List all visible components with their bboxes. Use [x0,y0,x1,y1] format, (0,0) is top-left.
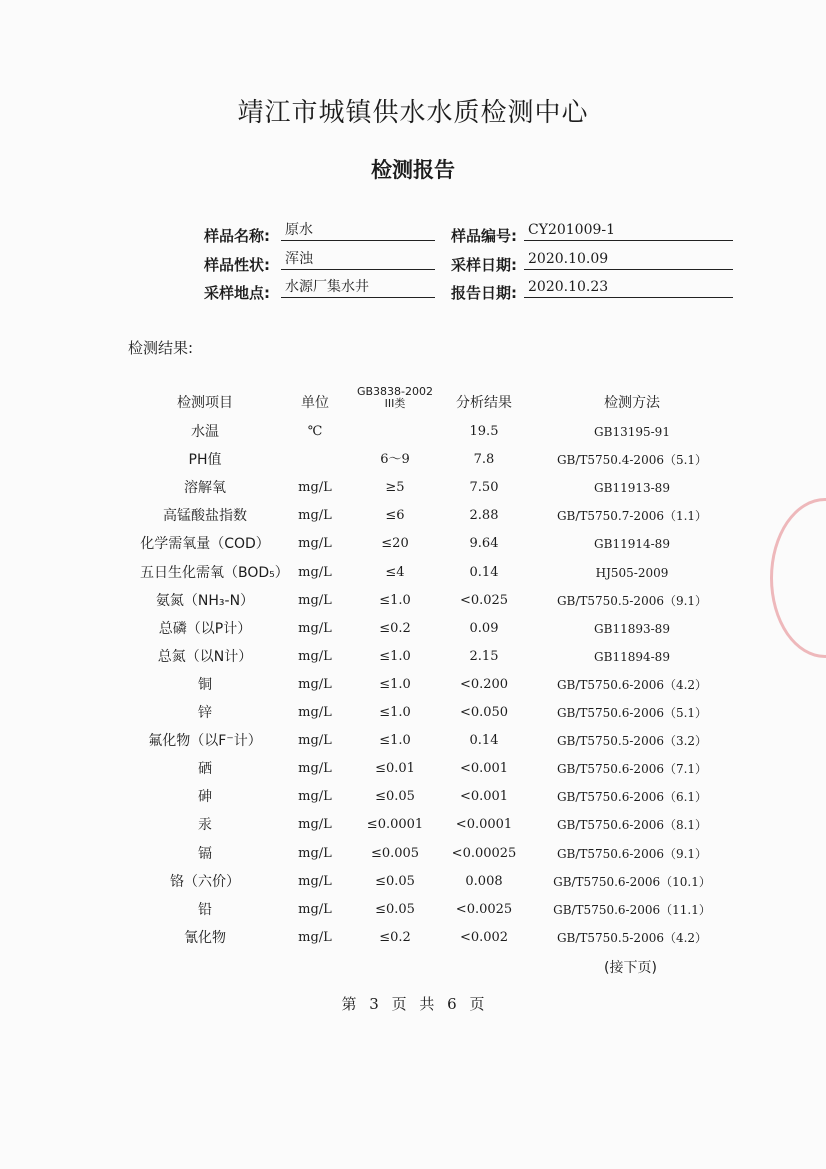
row-unit: mg/L [298,480,332,496]
row-standard: ≤0.0001 [366,817,424,833]
row-standard: ≤6 [385,508,405,524]
table-row [0,643,826,671]
row-standard: ≤0.05 [375,901,415,917]
row-result: <0.00025 [451,845,517,861]
table-row [0,924,826,952]
row-result: <0.0001 [455,817,513,833]
table-row [0,783,826,811]
sample-state-label: 样品性状: [204,256,270,274]
row-standard: 6～9 [380,452,410,468]
report-date-label: 报告日期: [451,284,517,302]
row-standard: ≤0.05 [375,789,415,805]
row-method: GB/T5750.6-2006（6.1） [556,790,708,805]
row-method: GB/T5750.5-2006（3.2） [556,734,708,749]
table-row [0,896,826,924]
table-row [0,474,826,502]
row-unit: mg/L [298,817,332,833]
row-item: 五日生化需氧（BOD₅） [140,564,289,581]
row-method: GB/T5750.4-2006（5.1） [556,453,708,468]
table-row [0,530,826,558]
row-method: GB/T5750.6-2006（7.1） [556,762,708,777]
row-unit: mg/L [298,564,332,580]
row-method: HJ505-2009 [595,565,669,580]
row-item: 硒 [198,761,212,778]
row-method: GB/T5750.6-2006（9.1） [556,846,708,861]
row-item: 锌 [198,705,212,721]
sample-state-value: 浑浊 [281,249,435,270]
row-standard: ≤0.05 [375,873,415,889]
row-item: 氰化物 [184,929,226,946]
table-row [0,755,826,783]
row-result: <0.200 [459,676,509,692]
row-item: 砷 [198,789,212,806]
header-item: 检测项目 [177,395,233,411]
sample-name-value: 原水 [281,220,435,241]
sampling-location-value: 水源厂集水井 [281,277,435,298]
row-method: GB11913-89 [594,481,670,496]
row-standard [350,418,440,446]
row-item: PH值 [188,452,222,469]
row-unit: mg/L [298,648,332,664]
header-result: 分析结果 [456,395,512,411]
row-standard: ≤1.0 [379,733,411,749]
row-method: GB11894-89 [594,649,670,664]
row-item: 汞 [198,817,212,834]
row-method: GB/T5750.6-2006（10.1） [553,874,711,889]
table-row [0,840,826,868]
row-item: 镉 [198,845,212,862]
row-standard: ≥5 [385,480,405,496]
table-row [0,868,826,896]
row-unit: mg/L [298,845,332,861]
header-method: 检测方法 [604,395,660,411]
sampling-date-label: 采样日期: [451,256,517,274]
row-unit: mg/L [298,873,332,889]
row-item: 水温 [191,424,219,440]
row-result: <0.001 [459,761,509,777]
row-result: 2.88 [469,508,499,524]
row-standard: ≤0.2 [379,620,411,636]
row-method: GB/T5750.7-2006（1.1） [556,509,708,524]
row-result: 7.8 [473,452,495,468]
row-unit: mg/L [298,929,332,945]
row-item: 溶解氧 [184,480,226,497]
row-standard: ≤1.0 [379,676,411,692]
row-result: 2.15 [469,648,499,664]
row-unit: mg/L [298,761,332,777]
row-result: <0.002 [459,929,509,945]
row-item: 铜 [198,676,212,693]
row-result: 0.09 [469,620,499,636]
row-unit: mg/L [298,733,332,749]
row-unit: ℃ [307,424,323,439]
row-unit: mg/L [298,536,332,552]
sample-name-label: 样品名称: [204,227,270,245]
table-row [0,615,826,643]
row-unit: mg/L [298,508,332,524]
row-standard: ≤1.0 [379,705,411,720]
row-method: GB11914-89 [594,537,670,552]
organization-title: 靖江市城镇供水水质检测中心 [237,98,589,128]
row-result: 9.64 [469,536,499,552]
table-row [0,671,826,699]
row-result: <0.0025 [455,901,513,917]
row-result: 0.14 [469,564,499,580]
row-item: 铬（六价） [170,873,240,890]
row-standard: ≤0.01 [375,761,415,777]
report-date-value: 2020.10.23 [524,277,733,298]
row-result: 19.5 [469,424,499,439]
table-row [0,699,826,727]
row-item: 氟化物（以F⁻计） [148,733,262,750]
row-standard: ≤0.005 [370,845,420,861]
row-item: 化学需氧量（COD） [140,536,270,553]
table-row [0,446,826,474]
page-number: 第 3 页 共 6 页 [341,995,485,1013]
row-unit: mg/L [298,676,332,692]
row-standard: ≤4 [385,564,405,580]
row-unit: mg/L [298,705,332,720]
row-item: 高锰酸盐指数 [163,508,247,525]
sampling-location-label: 采样地点: [204,284,270,302]
row-result: 0.008 [465,873,503,889]
sample-number-value: CY201009-1 [524,220,733,241]
row-item: 总氮（以N计） [157,648,253,665]
row-item: 氨氮（NH₃-N） [155,592,255,609]
header-standard-line2: III类 [384,397,406,410]
report-title: 检测报告 [371,158,455,182]
row-method: GB/T5750.5-2006（4.2） [556,930,708,945]
table-row [0,587,826,615]
row-method: GB/T5750.6-2006（4.2） [556,677,708,692]
row-method: GB11893-89 [594,621,670,636]
header-unit: 单位 [301,395,329,411]
row-method: GB/T5750.5-2006（9.1） [556,593,708,608]
row-unit: mg/L [298,789,332,805]
sampling-date-value: 2020.10.09 [524,249,733,270]
table-row [0,727,826,755]
row-unit: mg/L [298,592,332,608]
table-row [0,811,826,839]
row-result: <0.050 [459,705,509,720]
row-standard: ≤1.0 [379,592,411,608]
row-method: GB/T5750.6-2006（11.1） [553,902,711,917]
row-standard: ≤20 [381,536,409,552]
row-result: <0.025 [459,592,509,608]
row-standard: ≤1.0 [379,648,411,664]
row-result: 7.50 [469,480,499,496]
table-row [0,502,826,530]
sample-number-label: 样品编号: [451,227,517,245]
continued-note: (接下页) [604,960,657,976]
table-row [0,559,826,587]
row-result: <0.001 [459,789,509,805]
header-standard [348,386,442,410]
row-item: 铅 [198,901,212,918]
row-item: 总磷（以P计） [158,620,252,637]
header-standard-line1: GB3838-2002 [356,385,434,398]
table-row [0,418,826,446]
results-label: 检测结果: [128,339,194,357]
row-result: 0.14 [469,733,499,749]
row-method: GB/T5750.6-2006（8.1） [556,818,708,833]
row-unit [280,446,350,474]
row-unit: mg/L [298,901,332,917]
row-method: GB13195-91 [594,425,670,439]
row-method: GB/T5750.6-2006（5.1） [556,706,708,720]
row-unit: mg/L [298,620,332,636]
row-standard: ≤0.2 [379,929,411,945]
